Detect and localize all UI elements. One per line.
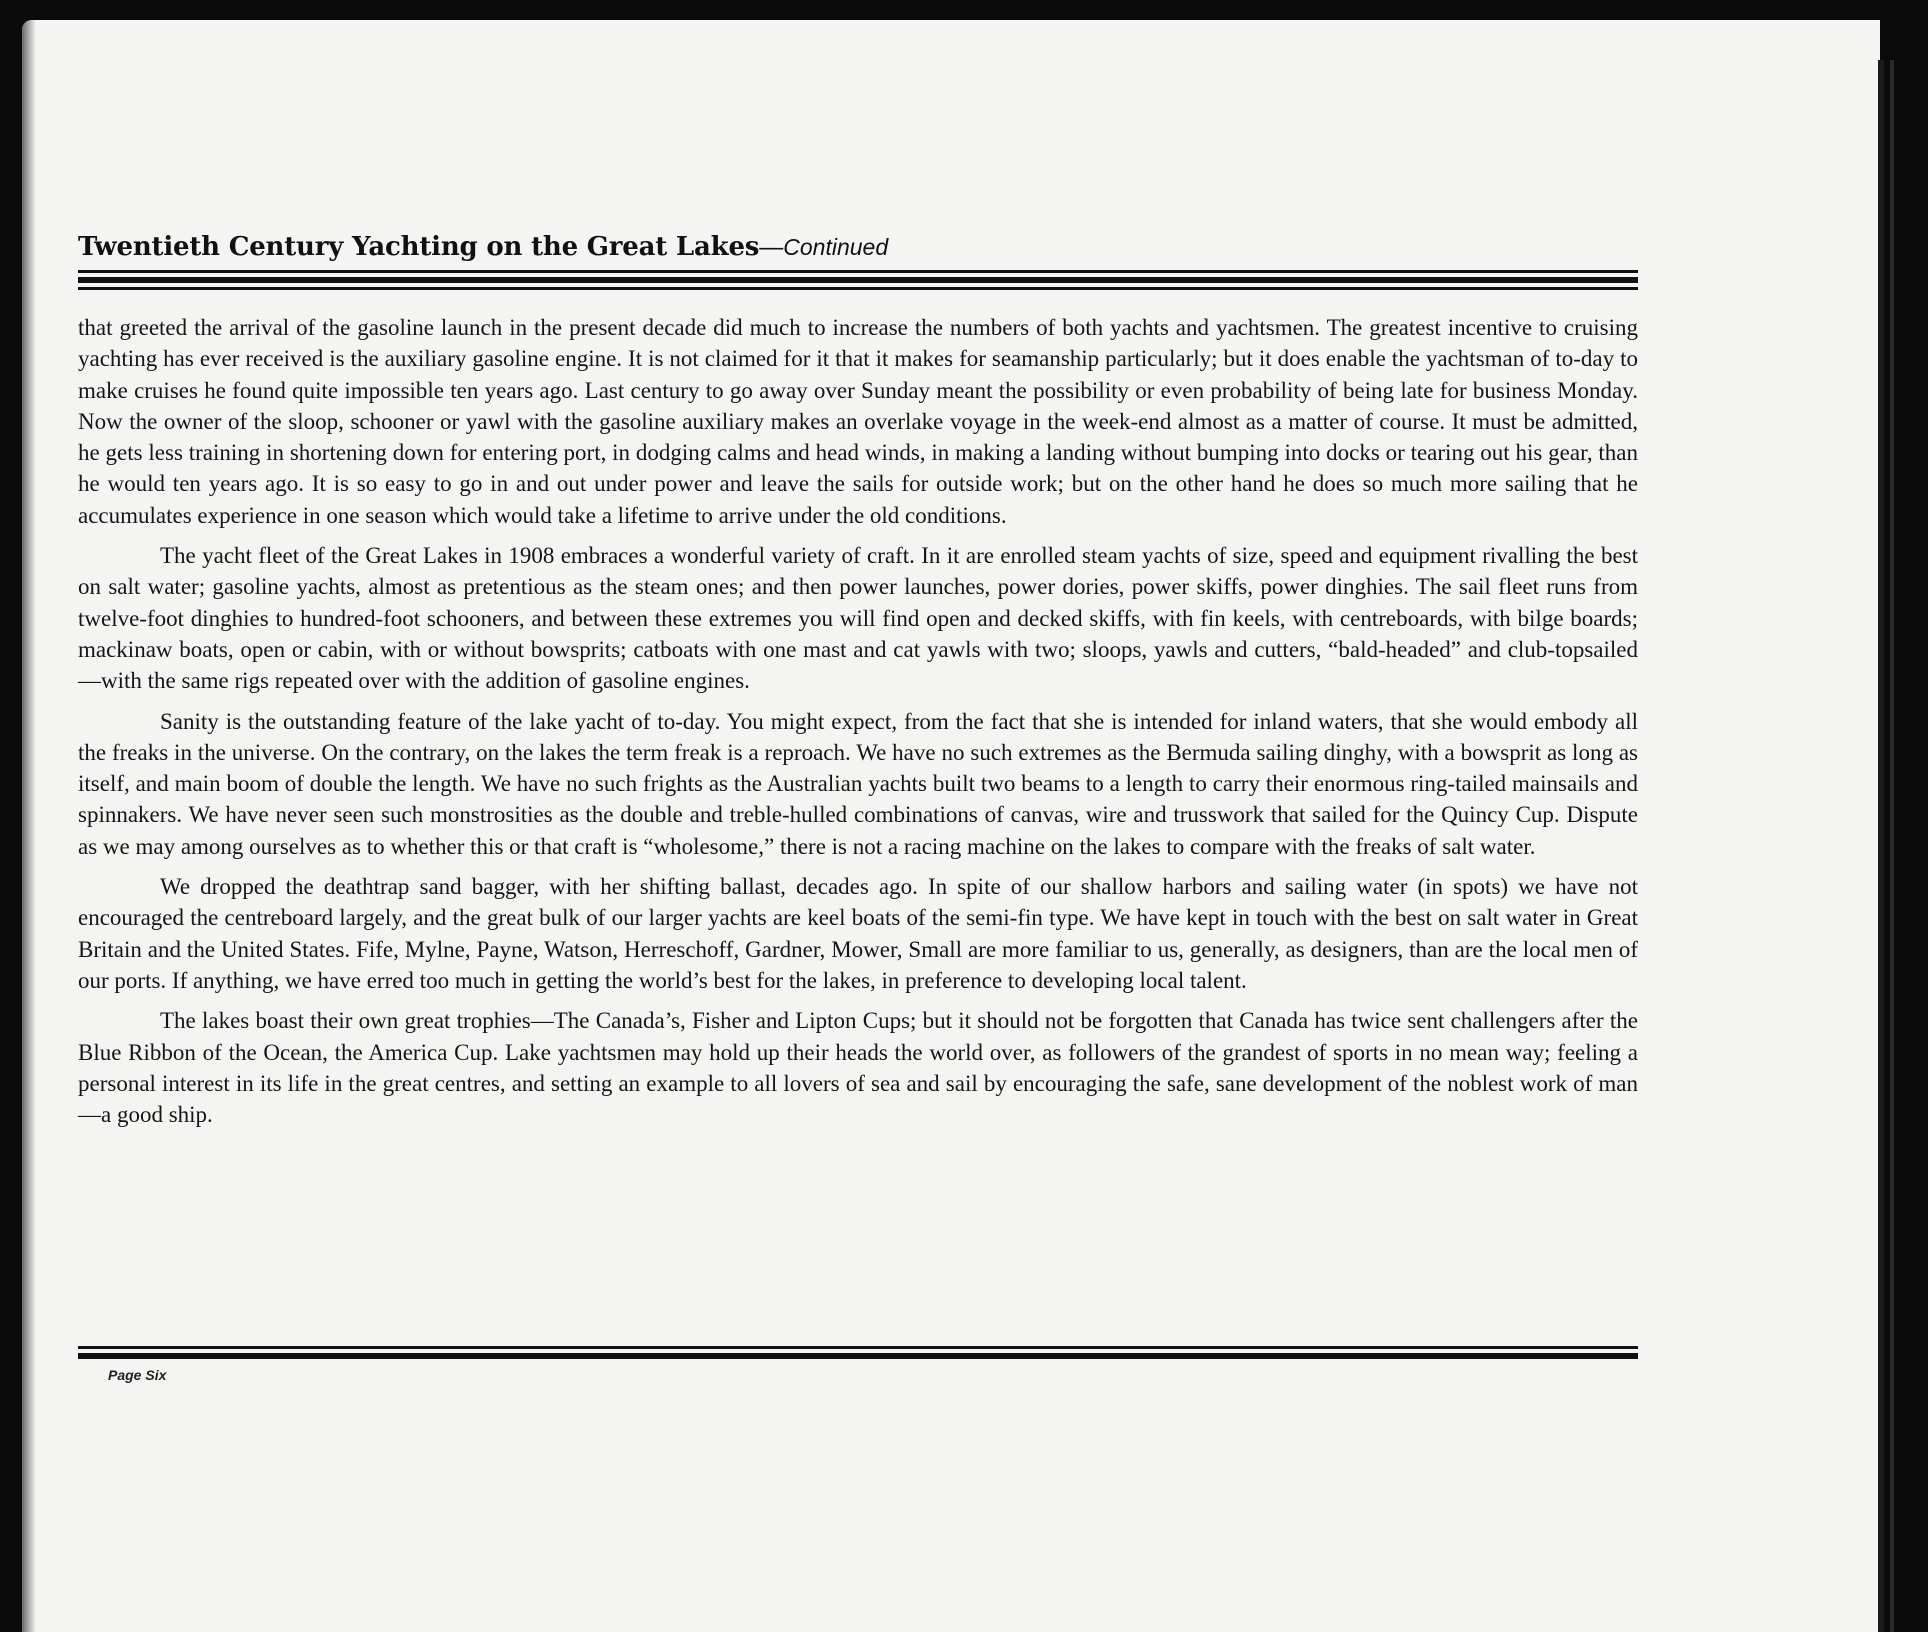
- rule-thin: [78, 1346, 1638, 1349]
- article-body: [78, 312, 1638, 1139]
- header-dash: —: [759, 234, 784, 261]
- paragraph-4: We dropped the deathtrap sand bagger, with her shifting ballast, decades ago. In spite of our shallow harbors and sailing water (in spots) we have not encouraged the centreboard largely, and the great bulk of our larger yachts are keel boats of the semi-fin type. We have kept in touch with the best on salt water in Great Britain and the United States. Fife, Mylne, Payne, Watson, Herreschoff, Gardner, Mower, Small are more familiar to us, generally, as designers, than are the local men of our ports. If anything, we have erred too much in getting the world’s best for the lakes, in preference to developing local talent.: [78, 874, 1638, 993]
- rule-thick: [78, 1353, 1638, 1359]
- paragraph-1: that greeted the arrival of the gasoline launch in the present decade did much to increase the numbers of both yachts and yachtsmen. The greatest incentive to cruising yachting has ever received is the auxiliary gasoline engine. It is not claimed for it that it makes for seamanship particularly; but it does enable the yachtsman of to-day to make cruises he found quite impossible ten years ago. Last century to go away over Sunday meant the possibility or even probability of being late for business Monday. Now the owner of the sloop, schooner or yawl with the gasoline auxiliary makes an overlake voyage in the week-end almost as a matter of course. It must be admitted, he gets less training in shortening down for entering port, in dodging calms and head winds, in making a landing without bumping into docks or tearing out his gear, than he would ten years ago. It is so easy to go in and out under power and leave the sails for outside work; but on the other hand he does so much more sailing that he accumulates experience in one season which would take a lifetime to arrive under the old conditions.: [78, 315, 1638, 528]
- header-continued: Continued: [783, 234, 889, 260]
- page-number-label: Page Six: [108, 1367, 167, 1383]
- header-title: Twentieth Century Yachting on the Great Lakes: [78, 232, 760, 262]
- rule-thick: [78, 277, 1638, 283]
- paragraph-5: The lakes boast their own great trophies—The Canada’s, Fisher and Lipton Cups; but it should not be forgotten that Canada has twice sent challengers after the Blue Ribbon of the Ocean, the America Cup. Lake yachtsmen may hold up their heads the world over, as followers of the grandest of sports in no mean way; feeling a personal interest in its life in the great centres, and setting an example to all lovers of sea and sail by encouraging the safe, sane development of the noblest work of man—a good ship.: [78, 1008, 1638, 1128]
- page-edge-shadow: [22, 20, 36, 1632]
- rule-thin: [78, 270, 1638, 273]
- page-binding-edge: [1878, 60, 1884, 1632]
- paragraph-2: The yacht fleet of the Great Lakes in 1908 embraces a wonderful variety of craft. In it are enrolled steam yachts of size, speed and equipment rivalling the best on salt water; gasoline yachts, almost as pretentious as the steam ones; and then power launches, power dories, power skiffs, power dinghies. The sail fleet runs from twelve-foot dinghies to hundred-foot schooners, and between these extremes you will find open and decked skiffs, with fin keels, with centreboards, with bilge boards; mackinaw boats, open or cabin, with or without bowsprits; catboats with one mast and cat yawls with two; sloops, yawls and cutters, “bald-headed” and club-topsailed —with the same rigs repeated over with the addition of gasoline engines.: [78, 543, 1638, 694]
- header-double-rule: [78, 270, 1638, 294]
- running-header: [78, 232, 1638, 266]
- page-binding-edge-outer: [1890, 60, 1894, 1632]
- paragraph-3: Sanity is the outstanding feature of the lake yacht of to-day. You might expect, from the fact that she is intended for inland waters, that she would embody all the freaks in the universe. On the contrary, on the lakes the term freak is a reproach. We have no such extremes as the Bermuda sailing dinghy, with a bowsprit as long as itself, and main boom of double the length. We have no such frights as the Australian yachts built two beams to a length to carry their enormous ring-tailed mainsails and spinnakers. We have never seen such monstrosities as the double and treble-hulled combinations of canvas, wire and trusswork that sailed for the Quincy Cup. Dispute as we may among ourselves as to whether this or that craft is “wholesome,” there is not a racing machine on the lakes to compare with the freaks of salt water.: [78, 708, 1638, 859]
- rule-thin: [78, 287, 1638, 290]
- footer-double-rule: [78, 1346, 1638, 1363]
